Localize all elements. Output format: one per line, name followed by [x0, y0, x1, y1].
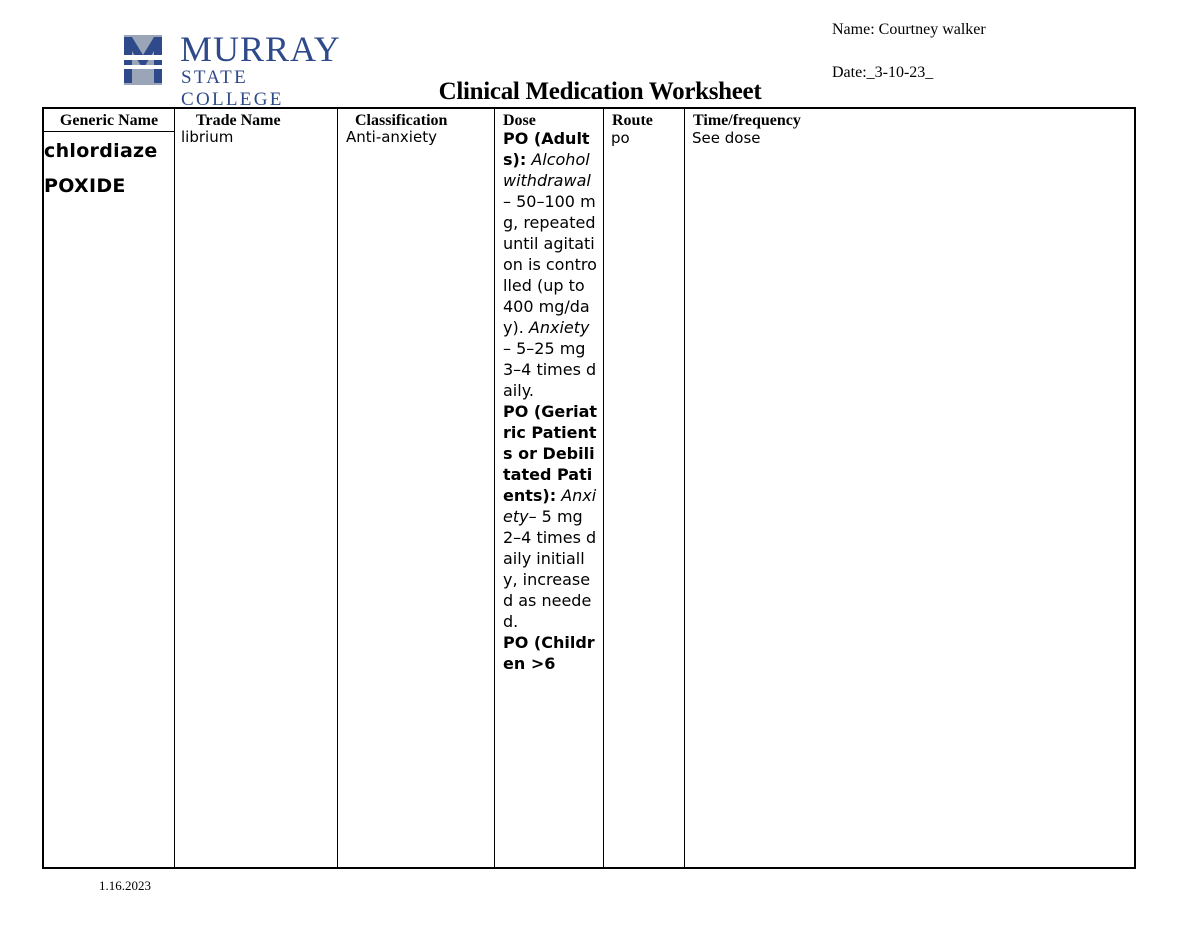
header-generic-name: Generic Name: [44, 111, 174, 132]
dose-geriatric-condition: Anxiety: [503, 486, 597, 526]
classification-column: [338, 109, 495, 867]
frequency-column: [685, 109, 1134, 867]
dose-geriatric-label: PO (Geriatric Patients or Debilitated Patients):: [503, 402, 598, 505]
header-time-frequency: Time/frequency: [693, 112, 801, 129]
generic-name-line1: chlordiaze: [44, 140, 158, 162]
page-title-text: Clinical Medication Worksheet: [438, 78, 762, 105]
medication-table: [42, 107, 1136, 869]
dose-children-label: PO (Children >6: [503, 633, 595, 673]
dose-adult-condition1: Alcohol withdrawal: [503, 150, 591, 190]
dose-value: [495, 128, 603, 674]
route-value: po: [611, 129, 630, 147]
logo-line2: STATE COLLEGE: [181, 67, 284, 110]
dose-adult-text2: – 5–25 mg 3–4 times daily.: [503, 339, 597, 400]
dose-column: [495, 109, 604, 867]
header-classification: Classification: [355, 112, 448, 129]
student-name: Name: Courtney walker: [832, 21, 986, 38]
trade-name-value: librium: [181, 128, 234, 146]
dose-adult-label: PO (Adults):: [503, 129, 590, 169]
dose-adult-text1: – 50–100 mg, repeated until agitation is controlled (up to 400 mg/day).: [503, 192, 597, 337]
dose-adult-condition2: Anxiety: [528, 318, 590, 337]
generic-name-value: [44, 131, 174, 206]
route-column: [604, 109, 685, 867]
header-trade-name: Trade Name: [196, 112, 281, 129]
trade-name-column: [175, 109, 338, 867]
generic-name-line2: POXIDE: [44, 175, 126, 197]
classification-value: Anti-anxiety: [346, 128, 437, 146]
footer-date: 1.16.2023: [99, 878, 151, 893]
frequency-value: See dose: [692, 129, 761, 147]
header-route: Route: [612, 112, 653, 129]
generic-name-column: [44, 109, 175, 867]
worksheet-date: Date:_3-10-23_: [832, 64, 934, 81]
logo-line1: MURRAY: [180, 29, 341, 69]
dose-geriatric-text: – 5 mg 2–4 times daily initially, increased as needed.: [503, 507, 597, 631]
header-dose: Dose: [503, 112, 536, 129]
page-title: [0, 78, 1200, 106]
